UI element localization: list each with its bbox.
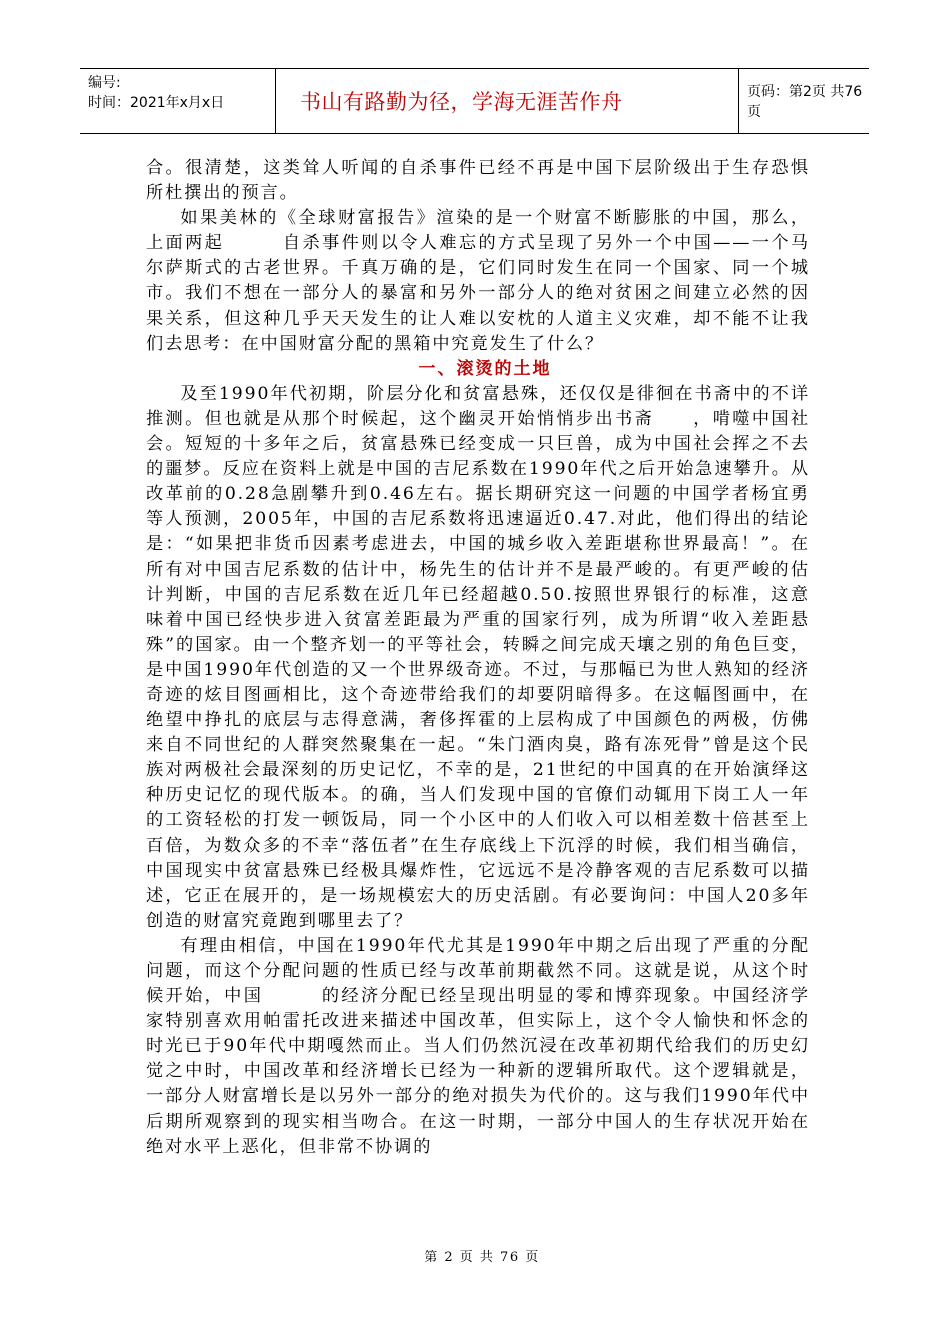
page-header [80, 68, 869, 134]
paragraph: 及至1990年代初期，阶层分化和贫富悬殊，还仅仅是徘徊在书斋中的不详推测。但也就是从那个时候起，这个幽灵开始悄悄步出书斋 ，啃噬中国社会。短短的十多年之后，贫富悬殊已经变成一只巨兽，成为中国社会挥之不去的噩梦。反应在资料上就是中国的吉尼系数在1990年代之后开始急速攀升。从改革前的0.28急剧攀升到0.46左右。据长期研究这一问题的中国学者杨宜勇等人预测，2005年，中国的吉尼系数将迅速逼近0.47.对此，他们得出的结论是：“如果把非货币因素考虑进去，中国的城乡收入差距堪称世界最高！”。在所有对中国吉尼系数的估计中，杨先生的估计并不是最严峻的。有更严峻的估计判断，中国的吉尼系数在近几年已经超越0.50.按照世界银行的标准，这意味着中国已经快步进入贫富差距最为严重的国家行列，成为所谓“收入差距悬殊”的国家。由一个整齐划一的平等社会，转瞬之间完成天壤之别的角色巨变，是中国1990年代创造的又一个世界级奇迹。不过，与那幅已为世人熟知的经济奇迹的炫目图画相比，这个奇迹带给我们的却要阴暗得多。在这幅图画中，在绝望中挣扎的底层与志得意满，奢侈挥霍的上层构成了中国颜色的两极，仿佛来自不同世纪的人群突然聚集在一起。“朱门酒肉臭，路有冻死骨”曾是这个民族对两极社会最深刻的历史记忆，不幸的是，21世纪的中国真的在开始演绎这种历史记忆的现代版本。的确，当人们发现中国的官僚们动辄用下岗工人一年的工资轻松的打发一顿饭局，同一个小区中的人们收入可以相差数十倍甚至上百倍，为数众多的不幸“落伍者”在生存底线上下沉浮的时候，我们相当确信，中国现实中贫富悬殊已经极具爆炸性，它远远不是冷静客观的吉尼系数可以描述，它正在展开的，是一场规模宏大的历史活剧。有必要询问：中国人20多年创造的财富究竟跑到哪里去了？ [146, 383, 810, 931]
motto-text: 书山有路勤为径，学海无涯苦作舟 [300, 90, 623, 114]
paragraph-continued: 合。很清楚，这类耸人听闻的自杀事件已经不再是中国下层阶级出于生存恐惧所杜撰出的预言。 [146, 158, 810, 204]
paragraph: 有理由相信，中国在1990年代尤其是1990年中期之后出现了严重的分配问题，而这个分配问题的性质已经与改革前期截然不同。这就是说，从这个时候开始，中国 的经济分配已经呈现出明显的零和博弈现象。中国经济学家特别喜欢用帕雷托改进来描述中国改革，但实际上，这个令人愉快和怀念的时光已于90年代中期嘎然而止。当人们仍然沉浸在改革初期代给我们的历史幻觉之中时，中国改革和经济增长已经为一种新的逻辑所取代。这个逻辑就是，一部分人财富增长是以另外一部分的绝对损失为代价的。这与我们1990年代中后期所观察到的现实相当吻合。在这一时期，一部分中国人的生存状况开始在绝对水平上恶化，但非常不协调的 [146, 935, 810, 1157]
paragraph: 如果美林的《全球财富报告》渲染的是一个财富不断膨胀的中国，那么，上面两起 自杀事件则以令人难忘的方式呈现了另外一个中国——一个马尔萨斯式的古老世界。千真万确的是，它们同时发生在同一个国家、同一个城市。我们不想在一部分人的暴富和另外一部分人的绝对贫困之间建立必然的因果关系，但这种几乎天天发生的让人难以安枕的人道主义灾难，却不能不让我们去思考：在中国财富分配的黑箱中究竟发生了什么？ [146, 208, 810, 354]
page-footer [0, 1246, 950, 1265]
document-body [146, 156, 810, 1160]
section-heading: 一、滚烫的土地 [418, 358, 552, 379]
time-label: 时间：2021年x月x日 [88, 95, 225, 111]
header-motto-cell [276, 69, 739, 133]
page-label: 页码：第2页 共76页 [747, 84, 863, 120]
header-meta-cell [80, 69, 276, 133]
footer-page-number: 第 2 页 共 76 页 [424, 1250, 540, 1265]
header-page-cell [739, 69, 869, 133]
serial-label: 编号: [88, 75, 121, 91]
